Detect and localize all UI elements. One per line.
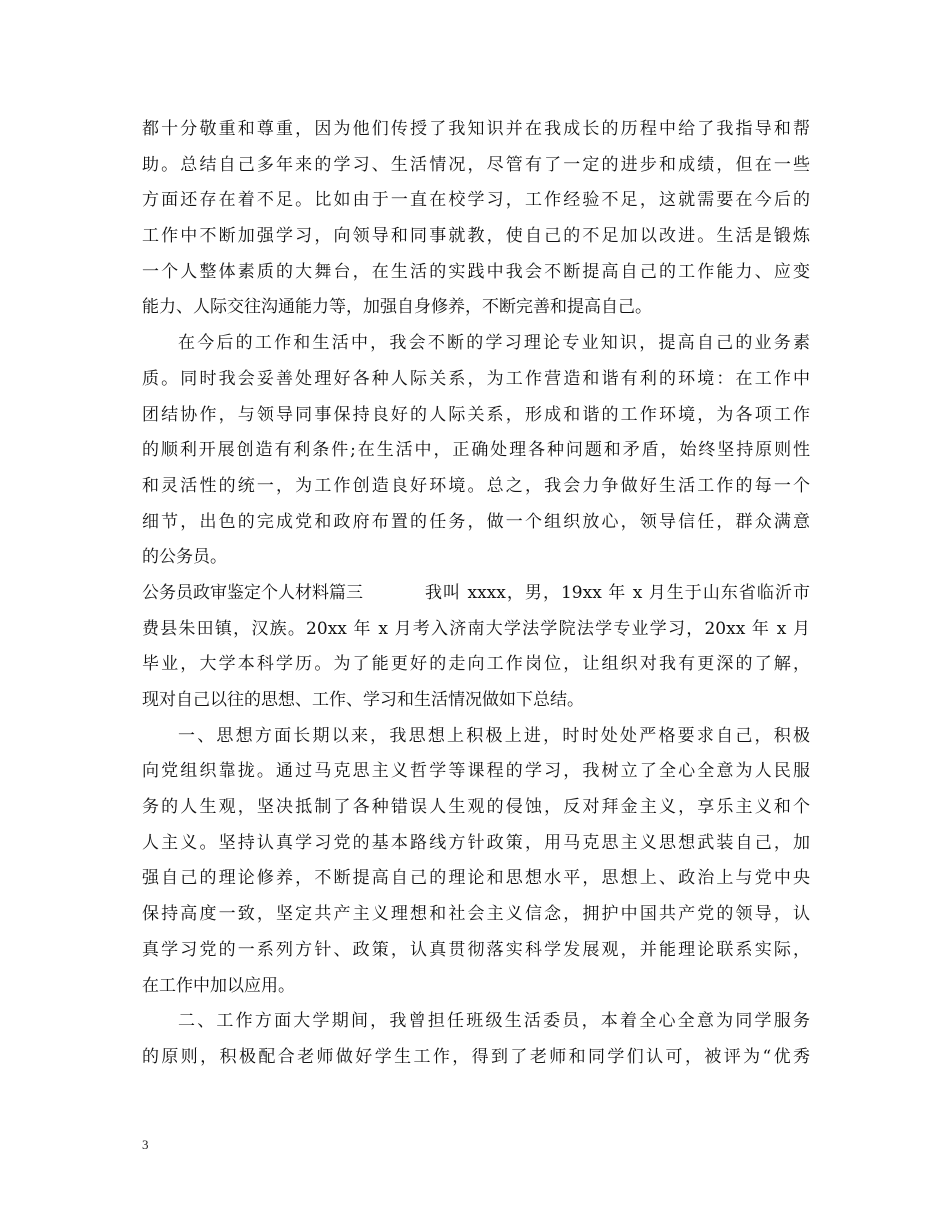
text-line: 费县朱田镇，汉族。20xx 年 x 月考入济南大学法学院法学专业学习，20xx 年 x 月 <box>142 618 810 639</box>
text-line: 毕业，大学本科学历。为了能更好的走向工作岗位，让组织对我有更深的了解， <box>142 654 810 675</box>
text-line: 在工作中加以应用。 <box>142 975 295 996</box>
text-line: 真学习党的一系列方针、政策，认真贯彻落实科学发展观，并能理论联系实际， <box>142 939 810 960</box>
text-line: 一、思想方面长期以来，我思想上积极上进，时时处处严格要求自己，积极 <box>178 725 810 746</box>
text-line: 强自己的理论修养，不断提高自己的理论和思想水平，思想上、政治上与党中央 <box>142 868 810 889</box>
page-number: 3 <box>142 1137 149 1152</box>
text-line: 助。总结自己多年来的学习、生活情况，尽管有了一定的进步和成绩，但在一些 <box>142 154 810 175</box>
text-line: 二、工作方面大学期间，我曾担任班级生活委员，本着全心全意为同学服务 <box>178 1011 810 1032</box>
text-line: 工作中不断加强学习，向领导和同事就教，使自己的不足加以改进。生活是锻炼 <box>142 226 810 247</box>
text-line: 现对自己以往的思想、工作、学习和生活情况做如下总结。 <box>142 690 584 710</box>
text-line: 保持高度一致，坚定共产主义理想和社会主义信念，拥护中国共产党的领导，认 <box>142 904 810 925</box>
text-line: 和灵活性的统一，为工作创造良好环境。总之，我会力争做好生活工作的每一个 <box>142 475 810 496</box>
text-line: 质。同时我会妥善处理好各种人际关系，为工作营造和谐有利的环境：在工作中 <box>142 368 810 389</box>
text-line: 能力、人际交往沟通能力等，加强自身修养，不断完善和提高自己。 <box>142 297 652 318</box>
text-line: 一个人整体素质的大舞台，在生活的实践中我会不断提高自己的工作能力、应变 <box>142 261 810 282</box>
text-line: 的顺利开展创造有利条件;在生活中，正确处理各种问题和矛盾，始终坚持原则性 <box>142 440 810 461</box>
section-heading-line <box>142 576 810 612</box>
section-title: 公务员政审鉴定个人材料篇三 <box>142 582 363 603</box>
text-line: 的公务员。 <box>142 547 227 568</box>
section-intro-text: 我叫 xxxx，男，19xx 年 x 月生于山东省临沂市 <box>425 582 810 603</box>
text-line: 人主义。坚持认真学习党的基本路线方针政策，用马克思主义思想武装自己，加 <box>142 832 810 853</box>
text-line: 团结协作，与领导同事保持良好的人际关系，形成和谐的工作环境，为各项工作 <box>142 404 810 425</box>
text-line: 的原则，积极配合老师做好学生工作，得到了老师和同学们认可，被评为“优秀 <box>142 1046 810 1067</box>
text-line: 细节，出色的完成党和政府布置的任务，做一个组织放心，领导信任，群众满意 <box>142 511 810 532</box>
text-line: 都十分敬重和尊重，因为他们传授了我知识并在我成长的历程中给了我指导和帮 <box>142 119 810 139</box>
text-line: 方面还存在着不足。比如由于一直在校学习，工作经验不足，这就需要在今后的 <box>142 190 810 211</box>
text-line: 向党组织靠拢。通过马克思主义哲学等课程的学习，我树立了全心全意为人民服 <box>142 761 810 782</box>
text-line: 务的人生观，坚决抵制了各种错误人生观的侵蚀，反对拜金主义，享乐主义和个 <box>142 797 810 818</box>
text-line: 在今后的工作和生活中，我会不断的学习理论专业知识，提高自己的业务素 <box>178 333 810 354</box>
body-text <box>142 112 810 1076</box>
